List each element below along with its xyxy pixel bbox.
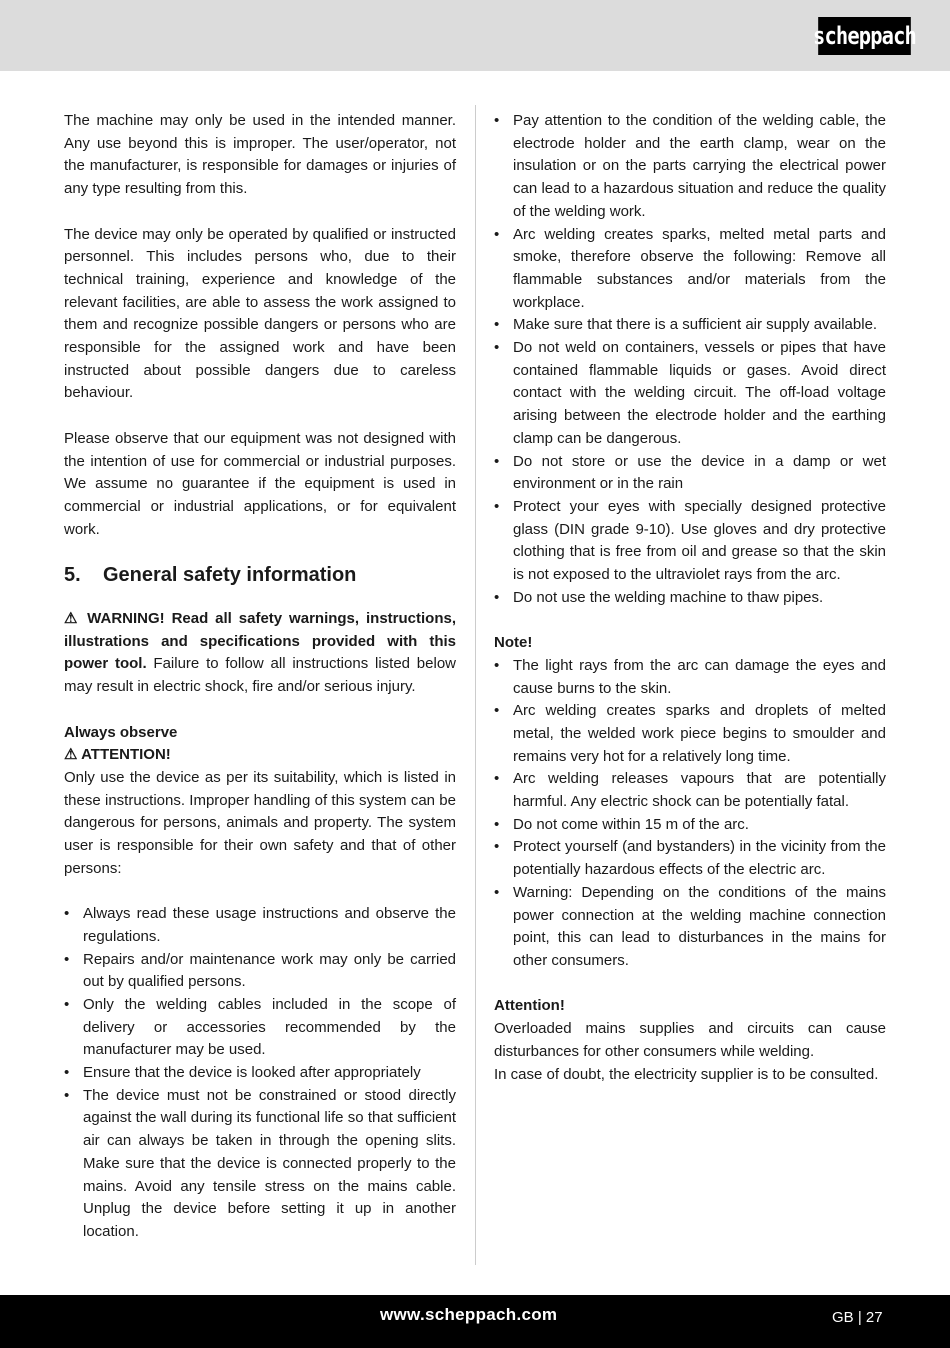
list-item: • Only the welding cables included in the scope of delivery or accessories recommended by the manufacturer may be used.: [64, 994, 456, 1062]
warning-icon: ⚠: [64, 610, 81, 628]
paragraph: The device may only be operated by qualified or instructed personnel. This includes persons who, due to their technical training, experience and knowledge of the relevant facilities, are able to assess the work assigned to them and recognize possible dangers or persons who are responsible for the assigned work and have been instructed about possible dangers due to careless behaviour.: [64, 225, 456, 402]
list-item: • Arc welding creates sparks, melted metal parts and smoke, therefore observe the following: Remove all flammable substances and/or materials from the workplace.: [494, 224, 886, 315]
list-item: • Warning: Depending on the conditions of the mains power connection at the welding machine connection point, this can lead to disturbances in the mains for other consumers.: [494, 882, 886, 973]
attention-label: ⚠ ATTENTION!: [64, 746, 171, 764]
page-header: [0, 0, 950, 71]
list-item: • Do not weld on containers, vessels or pipes that have contained flammable liquids or gases. Avoid direct contact with the welding circuit. The off-load voltage arising between the electrode holder and the earthing clamp can be dangerous.: [494, 337, 886, 451]
paragraph: Overloaded mains supplies and circuits can cause disturbances for other consumers while welding.: [494, 1020, 886, 1060]
page-number: GB | 27: [832, 1309, 883, 1326]
list-item: • Arc welding releases vapours that are potentially harmful. Any electric shock can be potentially fatal.: [494, 768, 886, 813]
list-item: • Arc welding creates sparks and droplets of melted metal, the welded work piece begins to smoulder and remains very hot for a relatively long time.: [494, 700, 886, 768]
website-link[interactable]: www.scheppach.com: [380, 1305, 558, 1324]
list-item: • Always read these usage instructions and observe the regulations.: [64, 903, 456, 948]
note-list: [494, 655, 886, 973]
list-item: • Protect your eyes with specially designed protective glass (DIN grade 9-10). Use gloves and dry protective clothing that is free from oil and grease so that the skin is not exposed to the ultraviolet rays from the arc.: [494, 496, 886, 587]
note-heading: Note!: [494, 634, 533, 652]
column-divider: [475, 105, 476, 1265]
list-item: • Do not store or use the device in a damp or wet environment or in the rain: [494, 451, 886, 496]
left-column: [64, 110, 456, 1266]
list-item: • Do not use the welding machine to thaw pipes.: [494, 587, 886, 610]
subheading: Always observe: [64, 723, 178, 741]
warning-icon: ⚠: [64, 746, 78, 764]
bullet-list: [64, 903, 456, 1244]
list-item: • Pay attention to the condition of the welding cable, the electrode holder and the earth clamp, wear on the insulation or on the parts carrying the electrical power can lead to a hazardous situation and reduce the quality of the welding work.: [494, 110, 886, 224]
list-item: • The device must not be constrained or stood directly against the wall during its functional life so that sufficient air can always be taken in through the opening slits. Make sure that the device is connected properly to the mains. Avoid any tensile stress on the mains cable. Unplug the device before setting it up in another location.: [64, 1085, 456, 1244]
bullet-list: [494, 110, 886, 609]
list-item: • Do not come within 15 m of the arc.: [494, 814, 886, 837]
paragraph: In case of doubt, the electricity supplier is to be consulted.: [494, 1065, 879, 1083]
right-column: [494, 110, 886, 1086]
list-item: • The light rays from the arc can damage the eyes and cause burns to the skin.: [494, 655, 886, 700]
page-footer: [0, 1295, 950, 1348]
paragraph: Please observe that our equipment was not designed with the intention of use for commercial or industrial purposes. We assume no guarantee if the equipment is used in commercial or industrial applications, or for equivalent work.: [64, 429, 456, 538]
paragraph: The machine may only be used in the intended manner. Any use beyond this is improper. The user/operator, not the manufacturer, is responsible for damages or injuries of any type resulting from this.: [64, 112, 456, 198]
section-heading: 5. General safety information: [64, 564, 357, 587]
list-item: • Protect yourself (and bystanders) in the vicinity from the potentially hazardous effects of the electric arc.: [494, 836, 886, 881]
warning-paragraph: ⚠ WARNING! Read all safety warnings, instructions, illustrations and specifications provided with this power tool. Failure to follow all instructions listed below may result in electric shock, fire and/or serious injury.: [64, 610, 457, 696]
paragraph: Only use the device as per its suitability, which is listed in these instructions. Improper handling of this system can be dangerous for persons, animals and property. The system user is responsible for their own safety and that of other persons:: [64, 768, 456, 877]
attention-heading: Attention!: [494, 997, 565, 1015]
list-item: • Repairs and/or maintenance work may only be carried out by qualified persons.: [64, 949, 456, 994]
scheppach-logo: scheppach: [818, 17, 911, 55]
list-item: • Ensure that the device is looked after appropriately: [64, 1062, 456, 1085]
list-item: • Make sure that there is a sufficient air supply available.: [494, 314, 886, 337]
